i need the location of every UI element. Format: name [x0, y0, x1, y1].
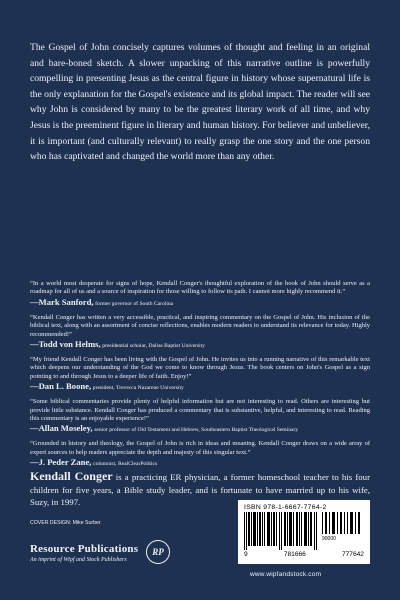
- price-code-bars: [322, 512, 362, 534]
- endorsement-attribution: [30, 381, 370, 393]
- cover-design-credit: COVER DESIGN: Mike Surber: [30, 520, 101, 526]
- endorser-title: columnist, RealClearPolitics: [93, 461, 158, 468]
- isbn-label: ISBN 978-1-6667-7764-2: [244, 504, 327, 511]
- endorser-name: —Dan L. Boone,: [30, 381, 92, 392]
- endorser-name: —Todd von Helms,: [30, 339, 101, 350]
- publisher-logo-text: RP: [152, 547, 164, 557]
- endorsement: [30, 356, 370, 393]
- endorsement: [30, 440, 370, 469]
- endorsement-text: “In a world most desperate for signs of hope, Kendall Conger's thoughtful exploration of the book of John should serve as a roadmap for all of us and a source of inspiration for those willing to follow its path. I cannot more highly recommend it.”: [30, 280, 370, 296]
- book-description: The Gospel of John concisely captures volumes of thought and feeling in an original and bare-boned sketch. A slower unpacking of this narrative outline is powerfully compelling in presenting Jesus as the central figure in history whose supernatural life is the only explanation for the Gospel's existence and its global impact. The reader will see why John is considered by many to be the greatest literary work of all time, and why Jesus is the preeminent figure in literary and human history. For believer and unbeliever, it is important (and culturally relevant) to really grasp the one story and the one person who has captivated and changed the world more than any other.: [30, 42, 370, 163]
- endorser-name: —J. Peder Zane,: [30, 457, 92, 468]
- publisher-logo: [146, 540, 170, 564]
- endorser-name: —Mark Sanford,: [30, 296, 94, 307]
- endorsement-text: “Grounded in history and theology, the Gospel of John is rich in ideas and meaning. Kendall Conger draws on a wide array of expert sources to help readers appreciate the depth and majesty of this singular text.”: [30, 440, 370, 456]
- barcode-bars: [244, 512, 318, 550]
- barcode-digits: [244, 551, 364, 558]
- endorsement-attribution: [30, 297, 370, 309]
- publisher-website: www.wipfandstock.com: [250, 571, 322, 578]
- endorser-title: former governor of South Carolina: [95, 300, 174, 307]
- publisher-name: Resource Publications: [30, 543, 139, 555]
- endorsement-text: “Some biblical commentaries provide plenty of helpful information but are not interesting to read. Others are interesting but provide little substance. Kendall Conger has produced a commentary that is substantive, helpful, and interesting to read. Reading this commentary is an enjoyable experience!”: [30, 398, 370, 423]
- author-name: Kendall Conger: [30, 469, 113, 483]
- endorsement-attribution: [30, 423, 370, 435]
- author-bio-text: is a practicing ER physician, a former homeschool teacher to his four children for five years, a Bible study leader, and is fortunate to have married up to his wife, Suzy, in 1997.: [30, 472, 370, 508]
- barcode-digit-group: 777642: [341, 551, 364, 558]
- endorsements: [30, 280, 370, 474]
- endorsement-attribution: [30, 457, 370, 469]
- endorsement-attribution: [30, 339, 370, 351]
- endorsement: [30, 280, 370, 309]
- endorser-title: senior professor of Old Testament and Hebrew, Southeastern Baptist Theological Seminary: [94, 427, 299, 434]
- publisher-imprint: An imprint of Wipf and Stock Publishers: [30, 557, 127, 563]
- endorsement-text: “Kendall Conger has written a very accessible, practical, and inspiring commentary on the Gospel of John. His inclusion of the biblical text, along with an assortment of concise reflections, enables modern readers to understand its relevance for today. Highly recommended!”: [30, 313, 370, 338]
- price-code: 90000: [322, 536, 336, 542]
- endorser-title: president, Trevecca Nazarene University: [92, 385, 184, 392]
- endorsement: [30, 314, 370, 351]
- endorser-name: —Allan Moseley,: [30, 423, 93, 434]
- barcode-digit-group: 781666: [283, 551, 306, 558]
- endorser-title: presidential scholar, Dallas Baptist University: [102, 343, 206, 350]
- endorsement: [30, 398, 370, 435]
- barcode: [238, 500, 370, 564]
- endorsement-text: “My friend Kendall Conger has been living with the Gospel of John. He invites us into a running narrative of this remarkable text which deepens our understanding of the God we come to know through Jesus. The book centers on John's Gospel as a sign pointing to and through Jesus to a deeper life of faith. Enjoy!”: [30, 356, 370, 380]
- barcode-digit-group: 9: [244, 551, 248, 558]
